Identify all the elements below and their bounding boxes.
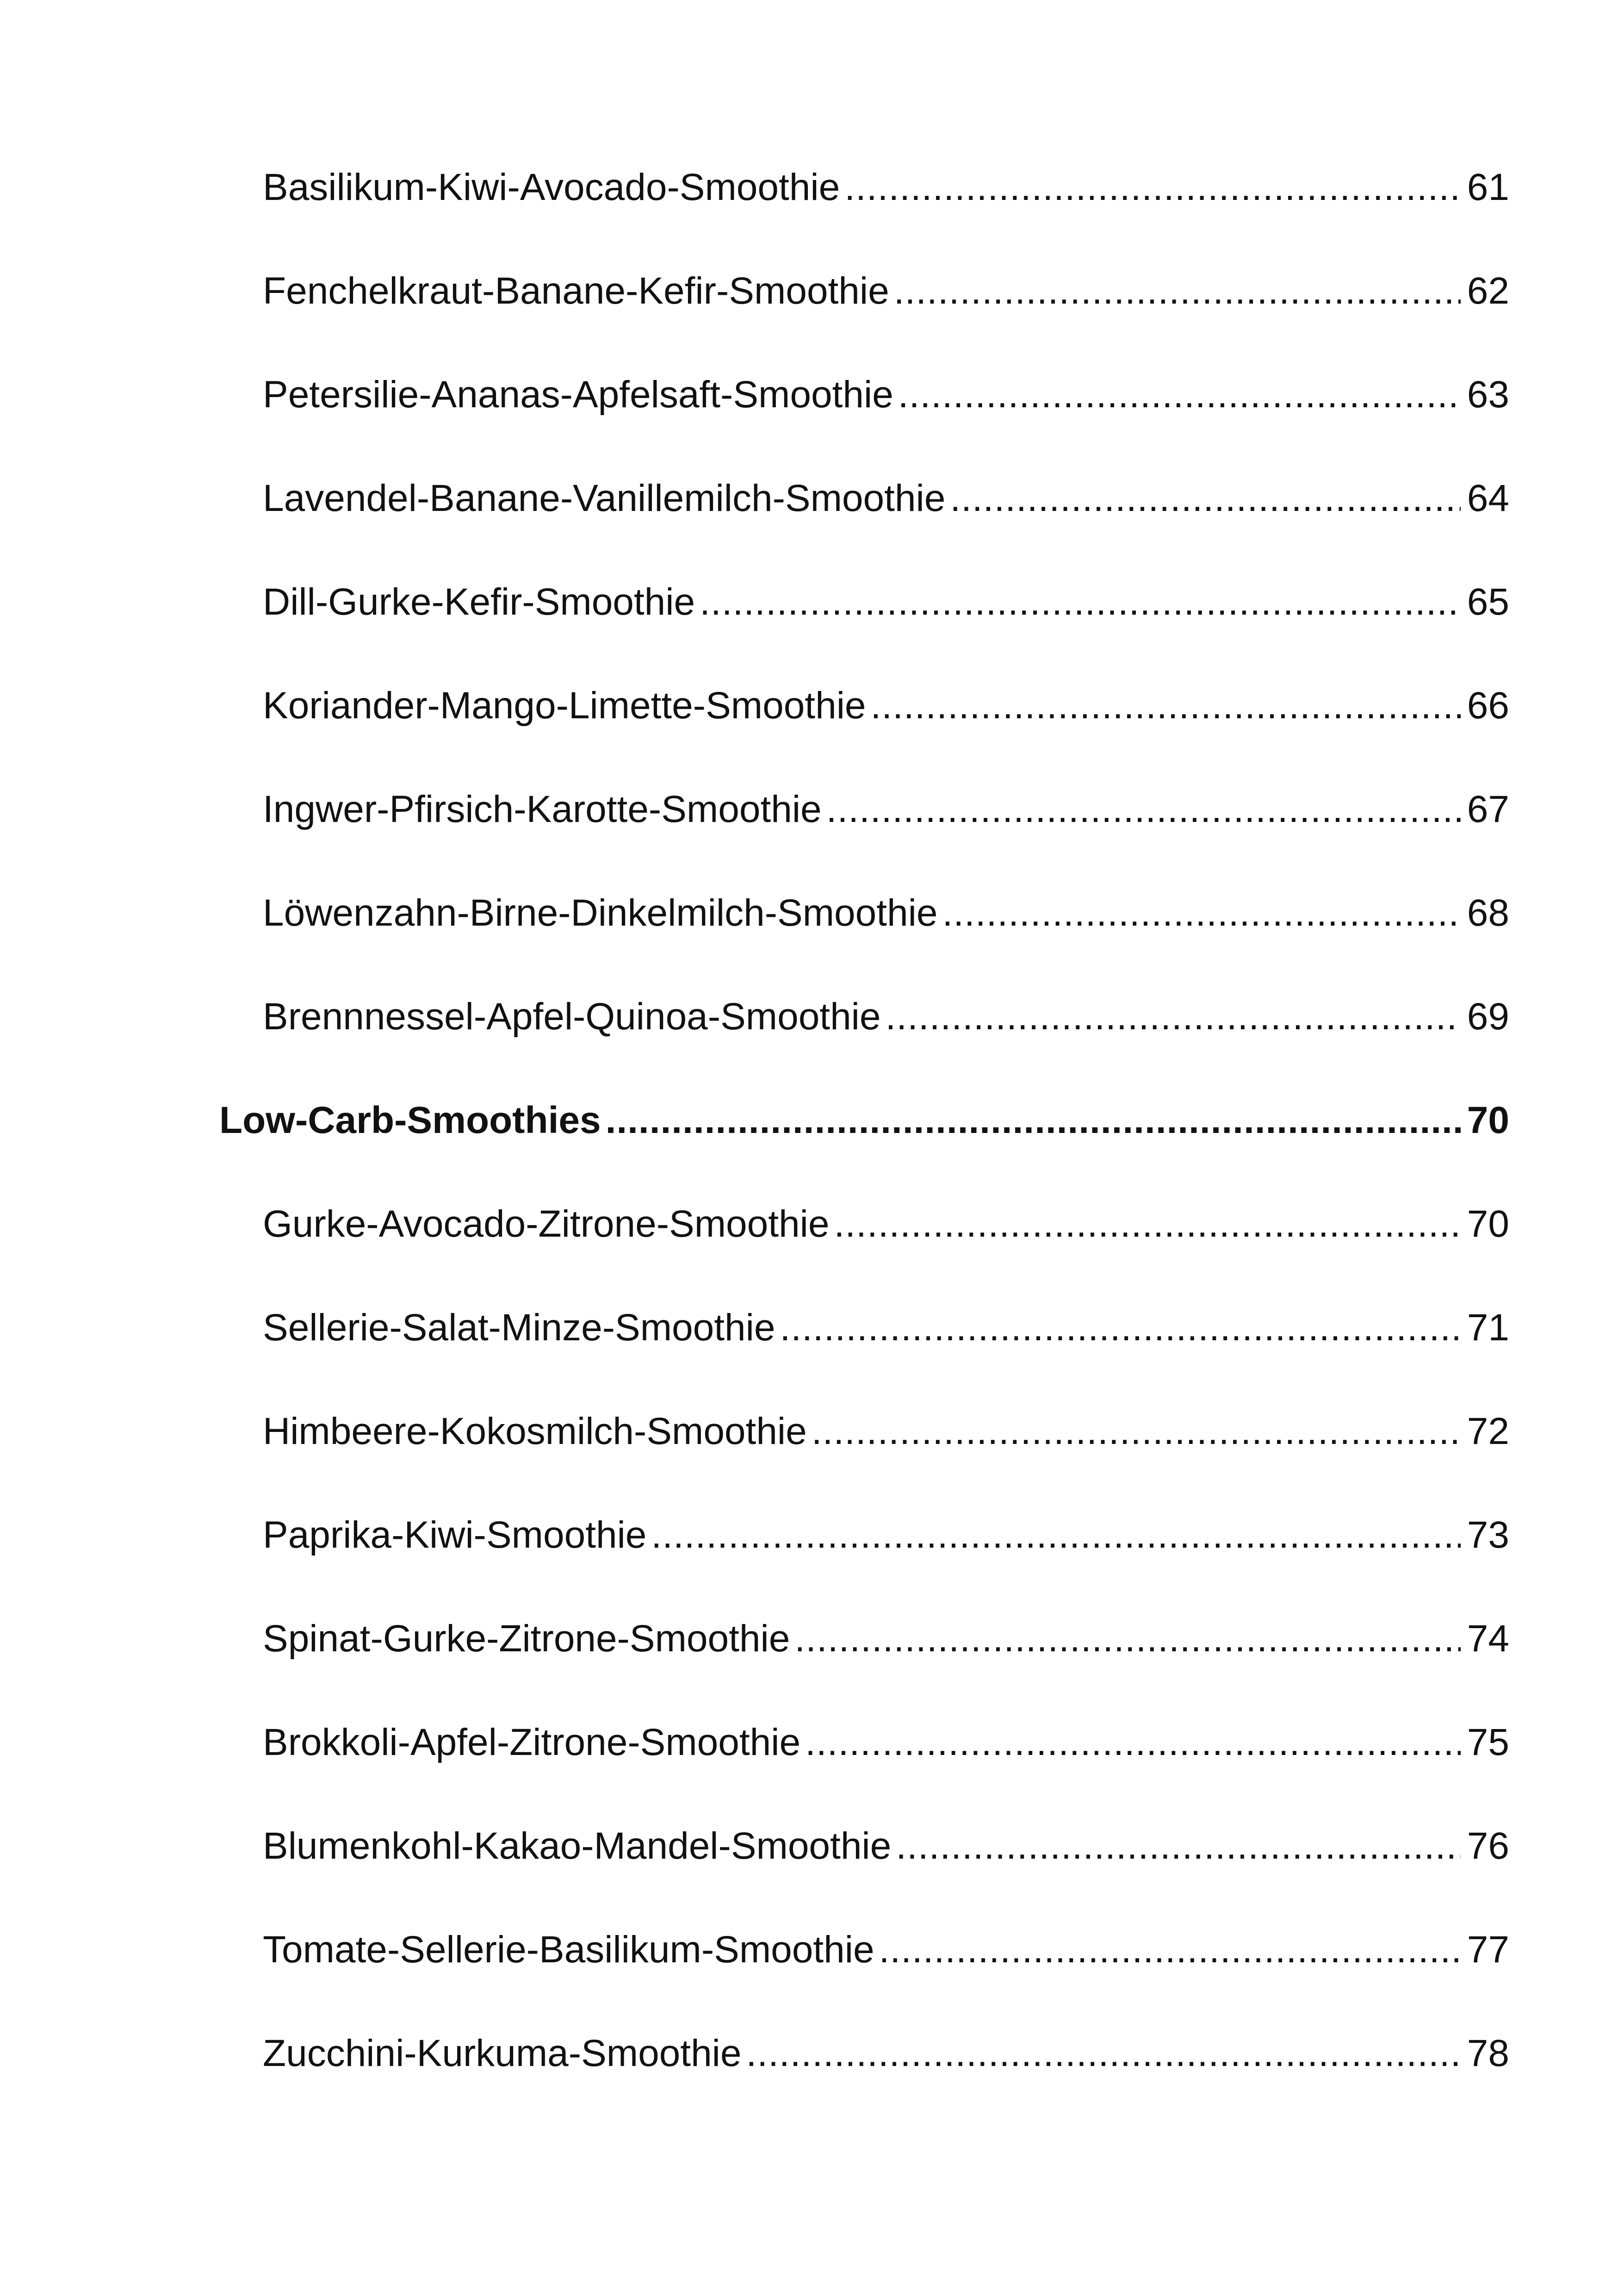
toc-entry-title: Fenchelkraut-Banane-Kefir-Smoothie [263, 270, 889, 312]
toc-entry-page: 77 [1467, 1929, 1509, 1971]
toc-entry-title: Tomate-Sellerie-Basilikum-Smoothie [263, 1929, 874, 1971]
toc-entry[interactable] [263, 1818, 1509, 1874]
toc-entry-title: Gurke-Avocado-Zitrone-Smoothie [263, 1203, 830, 1245]
toc-entry-page: 64 [1467, 477, 1509, 519]
toc-entry[interactable] [263, 1715, 1509, 1770]
toc-entry-page: 71 [1467, 1307, 1509, 1349]
toc-entry-page: 63 [1467, 373, 1509, 416]
toc-dot-leader [886, 989, 1461, 1045]
toc-dot-leader [805, 1715, 1461, 1770]
toc-section-page: 70 [1467, 1099, 1509, 1141]
toc-entry[interactable] [263, 160, 1509, 215]
toc-entry[interactable] [263, 1404, 1509, 1459]
toc-entry[interactable] [263, 263, 1509, 319]
toc-entry-page: 62 [1467, 270, 1509, 312]
toc-dot-leader [898, 367, 1461, 423]
toc-entry-title: Sellerie-Salat-Minze-Smoothie [263, 1307, 775, 1349]
toc-entry-title: Paprika-Kiwi-Smoothie [263, 1514, 647, 1556]
toc-dot-leader [942, 885, 1460, 941]
toc-entry-title: Blumenkohl-Kakao-Mandel-Smoothie [263, 1825, 892, 1867]
toc-entry-page: 61 [1467, 166, 1509, 208]
toc-dot-leader [700, 574, 1461, 630]
toc-dot-leader [746, 2026, 1461, 2081]
toc-dot-leader [894, 263, 1461, 319]
toc-dot-leader [651, 1507, 1460, 1563]
toc-dot-leader [780, 1300, 1460, 1356]
toc-entry-page: 68 [1467, 892, 1509, 934]
toc-dot-leader [826, 782, 1461, 837]
toc-entry-page: 74 [1467, 1618, 1509, 1660]
toc-dot-leader [871, 678, 1461, 734]
toc-entry[interactable] [263, 471, 1509, 526]
toc-entry-page: 70 [1467, 1203, 1509, 1245]
toc-entry-title: Spinat-Gurke-Zitrone-Smoothie [263, 1618, 790, 1660]
toc-dot-leader [606, 1093, 1461, 1148]
toc-entry[interactable] [263, 1507, 1509, 1563]
toc-entry[interactable] [263, 782, 1509, 837]
toc-entry[interactable] [263, 989, 1509, 1045]
toc-dot-leader [896, 1818, 1461, 1874]
toc-entry[interactable] [263, 367, 1509, 423]
toc-entry[interactable] [263, 574, 1509, 630]
toc-entry-title: Lavendel-Banane-Vanillemilch-Smoothie [263, 477, 946, 519]
toc-entry-page: 72 [1467, 1410, 1509, 1452]
toc-section-title: Low-Carb-Smoothies [219, 1099, 601, 1141]
toc-dot-leader [812, 1404, 1461, 1459]
toc-entry-page: 75 [1467, 1721, 1509, 1763]
toc-entry-page: 69 [1467, 996, 1509, 1038]
toc-dot-leader [844, 160, 1461, 215]
toc-entry[interactable] [263, 2026, 1509, 2081]
toc-dot-leader [794, 1611, 1460, 1667]
toc-entry-title: Brennnessel-Apfel-Quinoa-Smoothie [263, 996, 881, 1038]
toc-entry-page: 66 [1467, 684, 1509, 727]
toc-entry-title: Brokkoli-Apfel-Zitrone-Smoothie [263, 1721, 801, 1763]
toc-entry-page: 76 [1467, 1825, 1509, 1867]
toc-entry[interactable] [263, 1611, 1509, 1667]
toc-entry[interactable] [263, 678, 1509, 734]
toc-entry-title: Koriander-Mango-Limette-Smoothie [263, 684, 866, 727]
toc-entry-title: Zucchini-Kurkuma-Smoothie [263, 2032, 742, 2074]
toc-section-entry[interactable] [219, 1093, 1509, 1148]
toc-entry[interactable] [263, 885, 1509, 941]
toc-entry-title: Petersilie-Ananas-Apfelsaft-Smoothie [263, 373, 893, 416]
toc-entry-title: Ingwer-Pfirsich-Karotte-Smoothie [263, 788, 822, 830]
toc-dot-leader [950, 471, 1460, 526]
toc-entry-page: 73 [1467, 1514, 1509, 1556]
toc-entry-page: 78 [1467, 2032, 1509, 2074]
toc-dot-leader [834, 1196, 1460, 1252]
toc-entry-page: 65 [1467, 581, 1509, 623]
toc-entry[interactable] [263, 1922, 1509, 1978]
toc-entry-page: 67 [1467, 788, 1509, 830]
toc-entry-title: Himbeere-Kokosmilch-Smoothie [263, 1410, 807, 1452]
toc-entry-title: Basilikum-Kiwi-Avocado-Smoothie [263, 166, 840, 208]
toc-dot-leader [879, 1922, 1461, 1978]
toc-entry-title: Dill-Gurke-Kefir-Smoothie [263, 581, 695, 623]
toc-entry[interactable] [263, 1300, 1509, 1356]
toc-entry-title: Löwenzahn-Birne-Dinkelmilch-Smoothie [263, 892, 938, 934]
toc-entry[interactable] [263, 1196, 1509, 1252]
